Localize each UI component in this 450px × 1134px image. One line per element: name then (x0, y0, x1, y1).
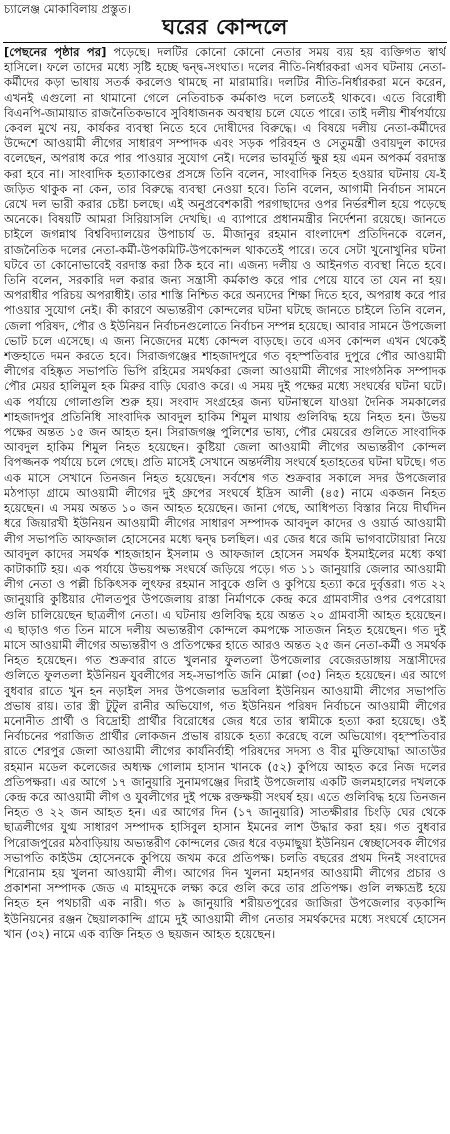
continued-marker: [পেছনের পৃষ্ঠার পর] (4, 45, 107, 59)
article-body (4, 45, 446, 1130)
headline-divider (3, 42, 447, 43)
article-text: পড়েছে। দলটির কোনো কোনো নেতার সময় ব্যয় হয় ব্যক্তিগত স্বার্থ হাসিলে। ফলে তাদের মধ্যে সৃষ্টি হচ্ছে দ্বন্দ্ব-সংঘাত। দলের নীতি-নির্ধারকরা এসব ঘটনায় নেতা-কর্মীদের কড়া ভাষায় সতর্ক করলেও থামছে না মারামারি। দলটির নীতি-নির্ধারকরা মনে করেন, এখনই এগুলো না থামানো গেলে নেতিবাচক কর্মকাণ্ড দলে চলতেই থাকবে। এতে বিরোধী বিএনপি-জামায়াত রাজনৈতিকভাবে সুবিধাজনক অবস্থায় চলে যেতে পারে। তাই দলীয় শীর্ষপর্যায়ে কেবল মুখে নয়, কার্যকর ব্যবস্থা নিতে হবে দোষীদের বিরুদ্ধে। এ বিষয়ে দলীয় নেতা-কর্মীদের উদ্দেশে আওয়ামী লীগের সাধারণ সম্পাদক এবং সড়ক পরিবহন ও সেতুমন্ত্রী ওবায়দুল কাদের বলেছেন, অপরাধ করে পার পাওয়ার সুযোগ নেই। দলের ভাবমূর্তি ক্ষুণ্ণ হয় এমন অপকর্ম বরদাস্ত করা হবে না। সাংবাদিক হত্যাকাণ্ডের প্রসঙ্গে তিনি বলেন, সাংবাদিক নিহত হওয়ার ঘটনায় যে-ই জড়িত থাকুক না কেন, তার বিরুদ্ধে ব্যবস্থা নেওয়া হবে। তিনি বলেন, আগামী নির্বাচন সামনে রেখে দল ভারী করার চেষ্টা চলছে। এই অনুপ্রবেশকারী পরগাছাদের ওপর নির্ভরশীল হয়ে পড়েছে অনেকে। বিষয়টি আমরা সিরিয়াসলি দেখছি। এ ব্যাপারে প্রধানমন্ত্রীর নির্দেশনা রয়েছে। জানতে চাইলে জগন্নাথ বিশ্ববিদ্যালয়ের উপাচার্য ড. মীজানুর রহমান বাংলাদেশ প্রতিদিনকে বলেন, রাজনৈতিক দলের নেতা-কর্মী-উপকমিটি-উপকোন্দল থাকতেই পারে। তবে সেটা খুনোখুনির ঘটনা ঘটবে তা কোনোভাবেই বরদাস্ত করা ঠিক হবে না। এজন্য দলীয় ও আইনগত ব্যবস্থা নিতে হবে। তিনি বলেন, সরকারি দল করার জন্য সন্ত্রাসী কর্মকাণ্ড করে পার পেয়ে যাবে তা যেন না হয়। অপরাধীর পরিচয় অপরাধীই। তার শাস্তি নিশ্চিত করে অন্যদের শিক্ষা দিতে হবে, অপরাধ করে পার পাওয়ার সুযোগ নেই। কী কারণে অভ্যন্তরীণ কোন্দলের ঘটনা ঘটছে জানতে চাইলে তিনি বলেন, জেলা পরিষদ, পৌর ও ইউনিয়ন নির্বাচনগুলোতে নির্বাচন সম্পন্ন হয়েছে। আবার সামনে উপজেলা ভোট চলে এসেছে। এ জন্য নিজেদের মধ্যে কোন্দল বাড়ছে। তবে এসব কোন্দল এখন থেকেই শক্তহাতে দমন করতে হবে। সিরাজগঞ্জের শাহজাদপুরে গত বৃহস্পতিবার দুপুরে পৌর আওয়ামী লীগের বহিষ্কৃত সভাপতি ভিপি রহিমের সমর্থকরা জেলা আওয়ামী লীগের সাংগঠনিক সম্পাদক পৌর মেয়র হালিমুল হক মিরুর বাড়ি ঘেরাও করে। এ সময় দুই পক্ষের মধ্যে সংঘর্ষের ঘটনা ঘটে। এক পর্যায়ে গোলাগুলি শুরু হয়। সংবাদ সংগ্রহের জন্য ঘটনাস্থলে যাওয়া দৈনিক সমকালের শাহজাদপুর প্রতিনিধি সাংবাদিক আবদুল হাকিম শিমুল মাথায় গুলিবিদ্ধ হয়ে নিহত হন। উভয় পক্ষের অন্তত ১৫ জন আহত হন। সিরাজগঞ্জ পুলিশের ভাষ্য, পৌর মেয়রের গুলিতে সাংবাদিক আবদুল হাকিম শিমুল নিহত হয়েছেন। কুষ্টিয়া জেলা আওয়ামী লীগের অভ্যন্তরীণ কোন্দল বিপজ্জনক পর্যায়ে চলে গেছে। প্রতি মাসেই সেখানে অন্তর্দলীয় সংঘর্ষে হতাহতের ঘটনা ঘটছে। গত এক মাসে সেখানে তিনজন নিহত হয়েছেন। সর্বশেষ গত শুক্রবার সকালে সদর উপজেলার মঠপাড়া গ্রামে আওয়ামী লীগের দুই গ্রুপের সংঘর্ষে ইদ্রিস আলী (৪৫) নামে একজন নিহত হয়েছেন। এ সময় অন্তত ১০ জন আহত হয়েছেন। জানা গেছে, আধিপত্য বিস্তার নিয়ে দীর্ঘদিন ধরে জিয়ারখী ইউনিয়ন আওয়ামী লীগের সাধারণ সম্পাদক আবদুল কাদের ও ওয়ার্ড আওয়ামী লীগ সভাপতি আফজাল হোসেনের মধ্যে দ্বন্দ্ব চলছিল। এর জের ধরে জমি ভাগবাটোয়ারা নিয়ে আবদুল কাদের সমর্থক শাহজাহান ইসলাম ও আফজাল হোসেন সমর্থক ইসমাইলের মধ্যে কথা কাটাকাটি হয়। এক পর্যায়ে উভয়পক্ষ সংঘর্ষে জড়িয়ে পড়ে। গত ১১ জানুয়ারি জেলার আওয়ামী লীগ নেতা ও পল্লী চিকিৎসক লুৎফর রহমান সাবুকে গুলি ও কুপিয়ে হত্যা করে দুর্বৃত্তরা। গত ২২ জানুয়ারি কুষ্টিয়ার দৌলতপুর উপজেলায় রাস্তা নির্মাণকে কেন্দ্র করে গ্রামবাসীর ওপর বেপরোয়া গুলি চালিয়েছেন ছাত্রলীগ নেতা। এ ঘটনায় গুলিবিদ্ধ হয়ে অন্তত ২০ গ্রামবাসী আহত হয়েছেন। এ ছাড়াও গত তিন মাসে দলীয় অভ্যন্তরীণ কোন্দলে কমপক্ষে সাতজন নিহত হয়েছেন। গত দুই মাসে আওয়ামী লীগের অভ্যন্তরীণ ও প্রতিপক্ষের হাতে আরও অন্তত ২৫ জন নেতা-কর্মী ও সমর্থক নিহত হয়েছেন। গত শুক্রবার রাতে খুলনার ফুলতলা উপজেলার বেজেরডাঙ্গায় সন্ত্রাসীদের গুলিতে ফুলতলা ইউনিয়ন যুবলীগের সহ-সভাপতি জনি মোল্লা (৩৫) নিহত হয়েছেন। এর আগে বুধবার রাতে খুন হন নড়াইল সদর উপজেলার ভদ্রবিলা ইউনিয়ন আওয়ামী লীগের সভাপতি প্রভাষ রায়। তার স্ত্রী টুটুল রানীর অভিযোগ, গত ইউনিয়ন পরিষদ নির্বাচনে আওয়ামী লীগের মনোনীত প্রার্থী ও বিদ্রোহী প্রার্থীর বিরোধের জের ধরে তার স্বামীকে হত্যা করা হয়েছে। ওই নির্বাচনের পরাজিত প্রার্থীর লোকজন প্রভাষ রায়কে হত্যা করেছে বলে অভিযোগ। বৃহস্পতিবার রাতে শেরপুর জেলা আওয়ামী লীগের কার্যনির্বাহী পরিষদের সদস্য ও বীর মুক্তিযোদ্ধা আতাউর রহমান মডেল কলেজের অধ্যক্ষ গোলাম হাসান খানকে (৫২) কুপিয়ে আহত করে নিজ দলের প্রতিপক্ষরা। এর আগে ১৭ জানুয়ারি সুনামগঞ্জের দিরাই উপজেলায় একটি জলমহালের দখলকে কেন্দ্র করে আওয়ামী লীগ ও যুবলীগের দুই পক্ষে রক্তক্ষয়ী সংঘর্ষ হয়। এতে গুলিবিদ্ধ হয়ে তিনজন নিহত ও ২২ জন আহত হন। এর আগের দিন (১৭ জানুয়ারি) সাতক্ষীরার চিংড়ি ঘের থেকে ছাত্রলীগের যুগ্ম সাধারণ সম্পাদক হাসিবুল হাসান ইমনের লাশ উদ্ধার করা হয়। গত বুধবার পিরোজপুরের মঠবাড়িয়ায় অভ্যন্তরীণ কোন্দলের জের ধরে বড়মাছুয়া ইউনিয়ন স্বেচ্ছাসেবক লীগের সভাপতি কাইউম হোসেনকে কুপিয়ে জখম করে প্রতিপক্ষ। চলতি বছরের প্রথম দিনই সংবাদের শিরোনাম হয় খুলনা আওয়ামী লীগ। আগের দিন খুলনা মহানগর আওয়ামী লীগের প্রচার ও প্রকাশনা সম্পাদক জেড এ মাহমুদকে লক্ষ্য করে গুলি করে তার প্রতিপক্ষ। গুলি লক্ষ্যভ্রষ্ট হয়ে নিহত হন পথচারী এক নারী। গত ৯ জানুয়ারি শরীয়তপুরের জাজিরা উপজেলার বড়কান্দি ইউনিয়নের রঞ্জন ছৈয়ালকান্দি গ্রামে দুই আওয়ামী লীগ নেতার সমর্থকদের মধ্যে সংঘর্ষে হোসেন খান (৩২) নামে এক ব্যক্তি নিহত ও ছয়জন আহত হয়েছেন। (4, 45, 446, 941)
intro-line: চ্যালেঞ্জ মোকাবিলায় প্রস্তুত। (4, 2, 131, 16)
article-paragraph (4, 45, 446, 942)
headline: ঘরের কোন্দলে (162, 15, 288, 39)
